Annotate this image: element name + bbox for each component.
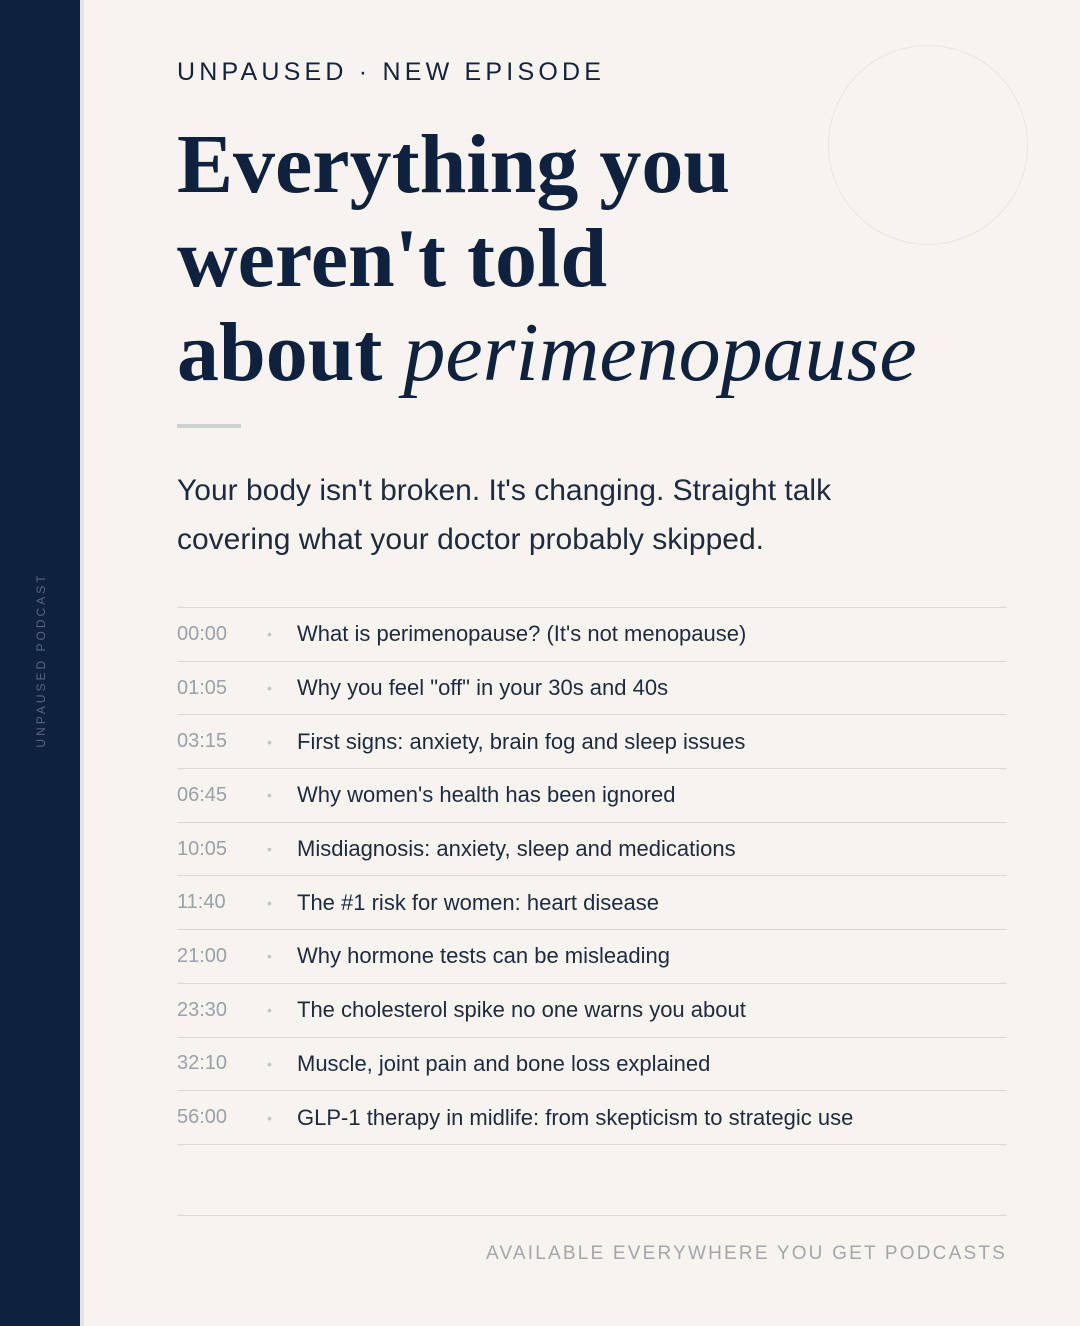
footer-divider xyxy=(177,1215,1007,1216)
chapter-title: The #1 risk for women: heart disease xyxy=(297,889,659,915)
chapter-row[interactable] xyxy=(177,769,1007,823)
chapter-row[interactable] xyxy=(177,823,1007,877)
availability-note: AVAILABLE EVERYWHERE YOU GET PODCASTS xyxy=(486,1243,1007,1264)
headline-divider xyxy=(177,424,241,428)
chapter-title: What is perimenopause? (It's not menopause) xyxy=(297,621,747,647)
chapter-title: GLP-1 therapy in midlife: from skepticism to strategic use xyxy=(297,1104,854,1130)
chapter-timestamp: 10:05 xyxy=(177,837,228,860)
bullet-icon: • xyxy=(267,894,272,911)
chapter-row[interactable] xyxy=(177,1038,1007,1092)
bullet-icon: • xyxy=(267,733,272,750)
chapter-title: Why women's health has been ignored xyxy=(297,782,676,808)
chapter-list xyxy=(177,607,1007,1145)
chapter-row[interactable] xyxy=(177,1091,1007,1145)
chapter-timestamp: 21:00 xyxy=(177,944,228,967)
bullet-icon: • xyxy=(267,1055,272,1072)
headline-emphasis: perimenopause xyxy=(403,306,917,399)
chapter-row[interactable] xyxy=(177,608,1007,662)
chapter-timestamp: 56:00 xyxy=(177,1106,228,1129)
bullet-icon: • xyxy=(267,626,272,643)
bullet-icon: • xyxy=(267,841,272,858)
headline-line-2: weren't told xyxy=(177,212,608,305)
bullet-icon: • xyxy=(267,680,272,697)
chapter-timestamp: 03:15 xyxy=(177,730,228,753)
chapter-row[interactable] xyxy=(177,662,1007,716)
headline xyxy=(177,118,1037,400)
episode-subtitle: Your body isn't broken. It's changing. Straight talk covering what your doctor probably skipped. xyxy=(177,474,832,556)
bullet-icon: • xyxy=(267,1002,272,1019)
chapter-row[interactable] xyxy=(177,930,1007,984)
bullet-icon: • xyxy=(267,1109,272,1126)
chapter-title: Misdiagnosis: anxiety, sleep and medications xyxy=(297,836,736,862)
sidebar xyxy=(0,0,80,1326)
chapter-title: Why hormone tests can be misleading xyxy=(297,943,670,969)
chapter-row[interactable] xyxy=(177,984,1007,1038)
headline-line-1: Everything you xyxy=(177,118,731,211)
chapter-title: Why you feel "off" in your 30s and 40s xyxy=(297,675,669,701)
sidebar-label: UNPAUSED PODCAST xyxy=(34,572,48,748)
headline-line-3 xyxy=(177,306,1037,400)
chapter-timestamp: 11:40 xyxy=(177,891,226,914)
bullet-icon: • xyxy=(267,948,272,965)
chapter-title: First signs: anxiety, brain fog and sleep issues xyxy=(297,728,746,754)
chapter-title: Muscle, joint pain and bone loss explained xyxy=(297,1050,711,1076)
chapter-title: The cholesterol spike no one warns you about xyxy=(297,997,746,1023)
chapter-timestamp: 06:45 xyxy=(177,783,228,806)
chapter-timestamp: 00:00 xyxy=(177,622,228,645)
chapter-timestamp: 32:10 xyxy=(177,1052,228,1075)
chapter-timestamp: 01:05 xyxy=(177,676,228,699)
chapter-timestamp: 23:30 xyxy=(177,998,228,1021)
chapter-row[interactable] xyxy=(177,715,1007,769)
chapter-row[interactable] xyxy=(177,876,1007,930)
sidebar-edge xyxy=(80,0,84,1326)
episode-kicker: UNPAUSED · NEW EPISODE xyxy=(177,58,606,86)
bullet-icon: • xyxy=(267,787,272,804)
headline-line-3-plain: about xyxy=(177,306,404,399)
